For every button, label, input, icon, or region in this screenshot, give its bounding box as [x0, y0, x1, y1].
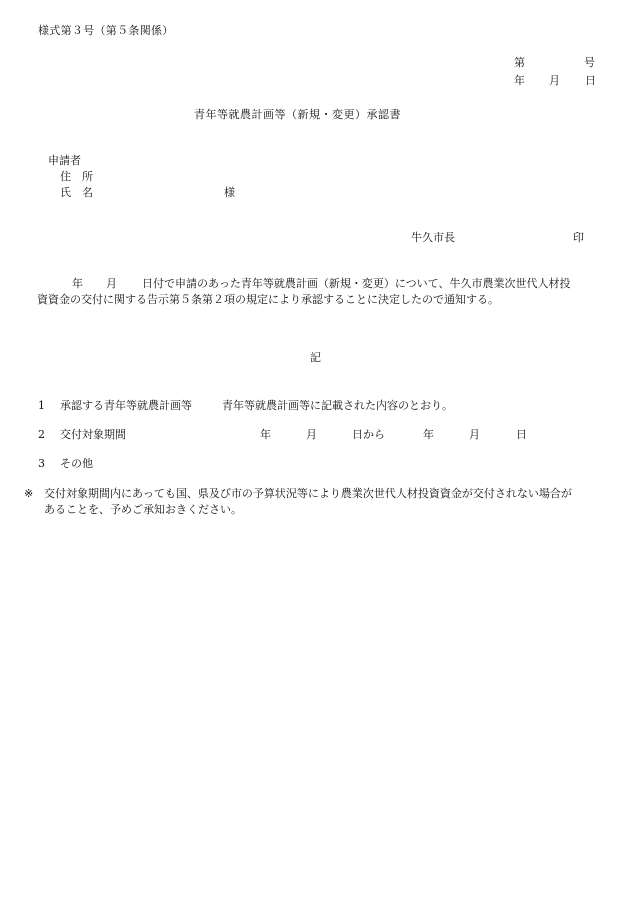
- issue-date-month: 月: [549, 74, 560, 87]
- applicant-name-label: 氏 名: [60, 186, 93, 199]
- body-date-month: 月: [106, 277, 117, 290]
- note-mark: ※: [24, 487, 34, 500]
- period-to-year: 年: [423, 428, 434, 441]
- form-number: 様式第３号（第５条関係）: [38, 24, 174, 37]
- item-3-label: その他: [60, 457, 93, 470]
- document-number-suffix: 号: [584, 56, 595, 69]
- issuer-name: 牛久市長: [411, 231, 455, 244]
- applicant-honorific: 様: [224, 186, 235, 199]
- item-1-value: 青年等就農計画等に記載された内容のとおり。: [222, 399, 453, 412]
- period-from-month: 月: [306, 428, 317, 441]
- issue-date-year: 年: [514, 74, 525, 87]
- period-from-year: 年: [260, 428, 271, 441]
- item-3-number: 3: [38, 457, 45, 470]
- body-text-line-2: 資資金の交付に関する告示第５条第２項の規定により承認することに決定したので通知する。: [37, 293, 499, 306]
- item-1-number: 1: [38, 399, 45, 412]
- body-text-line-1: 日付で申請のあった青年等就農計画（新規・変更）について、牛久市農業次世代人材投: [142, 277, 571, 290]
- issue-date-day: 日: [585, 74, 596, 87]
- ki-heading: 記: [310, 351, 321, 364]
- item-1-label: 承認する青年等就農計画等: [60, 399, 192, 412]
- note-line-2: あることを、予めご承知おきください。: [44, 503, 242, 516]
- item-2-label: 交付対象期間: [60, 428, 126, 441]
- body-date-year: 年: [72, 277, 83, 290]
- period-from-day: 日から: [352, 428, 385, 441]
- item-2-number: 2: [38, 428, 45, 441]
- note-line-1: 交付対象期間内にあっても国、県及び市の予算状況等により農業次世代人材投資資金が交付されない場合が: [44, 487, 572, 500]
- applicant-label: 申請者: [48, 154, 81, 167]
- period-to-month: 月: [469, 428, 480, 441]
- document-number-prefix: 第: [514, 56, 525, 69]
- issuer-seal: 印: [573, 231, 584, 244]
- document-title: 青年等就農計画等（新規・変更）承認書: [194, 108, 401, 121]
- period-to-day: 日: [516, 428, 527, 441]
- applicant-address-label: 住 所: [60, 170, 93, 183]
